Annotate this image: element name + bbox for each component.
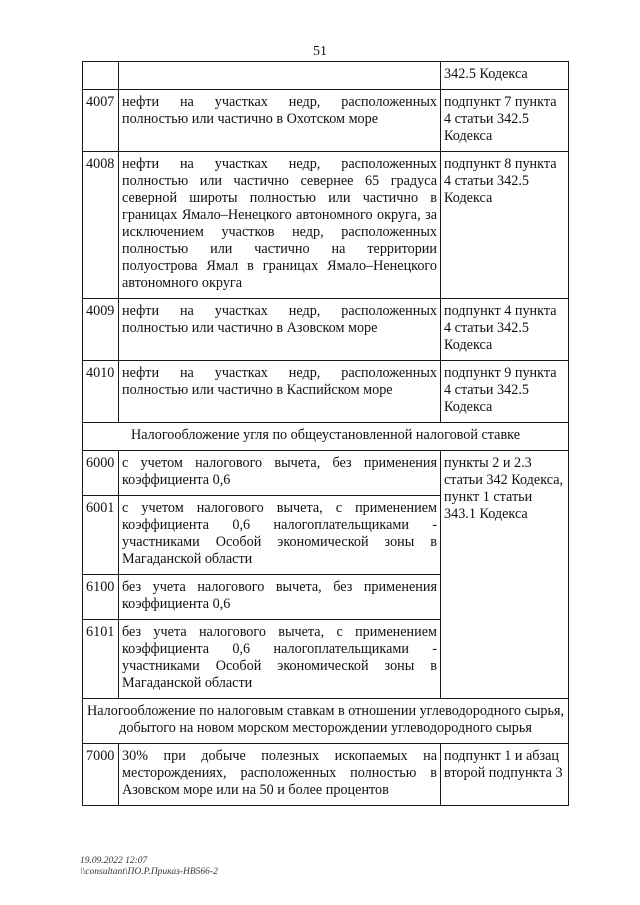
- row-description: 30% при добыче полезных ископаемых на месторождениях, расположенных полностью в Азовском море или на 50 и более процентов: [119, 744, 441, 806]
- footer-date: 19.09.2022 12:07: [80, 856, 148, 866]
- row-reference: подпункт 7 пункта 4 статьи 342.5 Кодекса: [441, 90, 569, 152]
- row-reference: 342.5 Кодекса: [441, 62, 569, 90]
- row-code: 6000: [83, 451, 119, 496]
- row-reference: подпункт 9 пункта 4 статьи 342.5 Кодекса: [441, 361, 569, 423]
- row-description: нефти на участках недр, расположенных полностью или частично севернее 65 градуса северной широты полностью или частично в границах Ямало–Ненецкого автономного округа, за исключением участков недр, расположенных полностью или частично на территории полуострова Ямал в границах Ямало–Ненецкого автономного округа: [119, 152, 441, 299]
- section-header-row: [83, 423, 569, 451]
- row-code: 4009: [83, 299, 119, 361]
- row-code: [83, 62, 119, 90]
- row-code: 6100: [83, 575, 119, 620]
- table-row: [83, 744, 569, 806]
- row-description: без учета налогового вычета, с применением коэффициента 0,6 налогоплательщиками - участниками Особой экономической зоны в Магаданской области: [119, 620, 441, 699]
- row-description: нефти на участках недр, расположенных полностью или частично в Каспийском море: [119, 361, 441, 423]
- section-title-coal: Налогообложение угля по общеустановленной налоговой ставке: [83, 423, 569, 451]
- row-description: с учетом налогового вычета, с применением коэффициента 0,6 налогоплательщиками - участниками Особой экономической зоны в Магаданской области: [119, 496, 441, 575]
- row-reference: пункты 2 и 2.3 статьи 342 Кодекса, пункт 1 статьи 343.1 Кодекса: [441, 451, 569, 699]
- footer-path: \\consultant\ПО.Р.Приказ-НВ566-2: [80, 867, 218, 877]
- table-row: [83, 361, 569, 423]
- table-row: [83, 152, 569, 299]
- codes-table: [82, 61, 569, 806]
- row-code: 4008: [83, 152, 119, 299]
- table-row: [83, 299, 569, 361]
- row-code: 6001: [83, 496, 119, 575]
- row-code: 7000: [83, 744, 119, 806]
- row-code: 6101: [83, 620, 119, 699]
- section-title-hydrocarbon: Налогообложение по налоговым ставкам в отношении углеводородного сырья, добытого на новом морском месторождении углеводородного сырья: [83, 699, 569, 744]
- page-number: 51: [313, 44, 327, 59]
- table-row: [83, 451, 569, 496]
- row-reference: подпункт 1 и абзац второй подпункта 3: [441, 744, 569, 806]
- row-reference: подпункт 8 пункта 4 статьи 342.5 Кодекса: [441, 152, 569, 299]
- table-row: [83, 62, 569, 90]
- row-reference: подпункт 4 пункта 4 статьи 342.5 Кодекса: [441, 299, 569, 361]
- row-description: [119, 62, 441, 90]
- row-description: без учета налогового вычета, без применения коэффициента 0,6: [119, 575, 441, 620]
- table-row: [83, 90, 569, 152]
- row-description: нефти на участках недр, расположенных полностью или частично в Охотском море: [119, 90, 441, 152]
- footer-stamp: [80, 856, 218, 878]
- section-header-row: [83, 699, 569, 744]
- row-description: с учетом налогового вычета, без применения коэффициента 0,6: [119, 451, 441, 496]
- row-description: нефти на участках недр, расположенных полностью или частично в Азовском море: [119, 299, 441, 361]
- row-code: 4007: [83, 90, 119, 152]
- row-code: 4010: [83, 361, 119, 423]
